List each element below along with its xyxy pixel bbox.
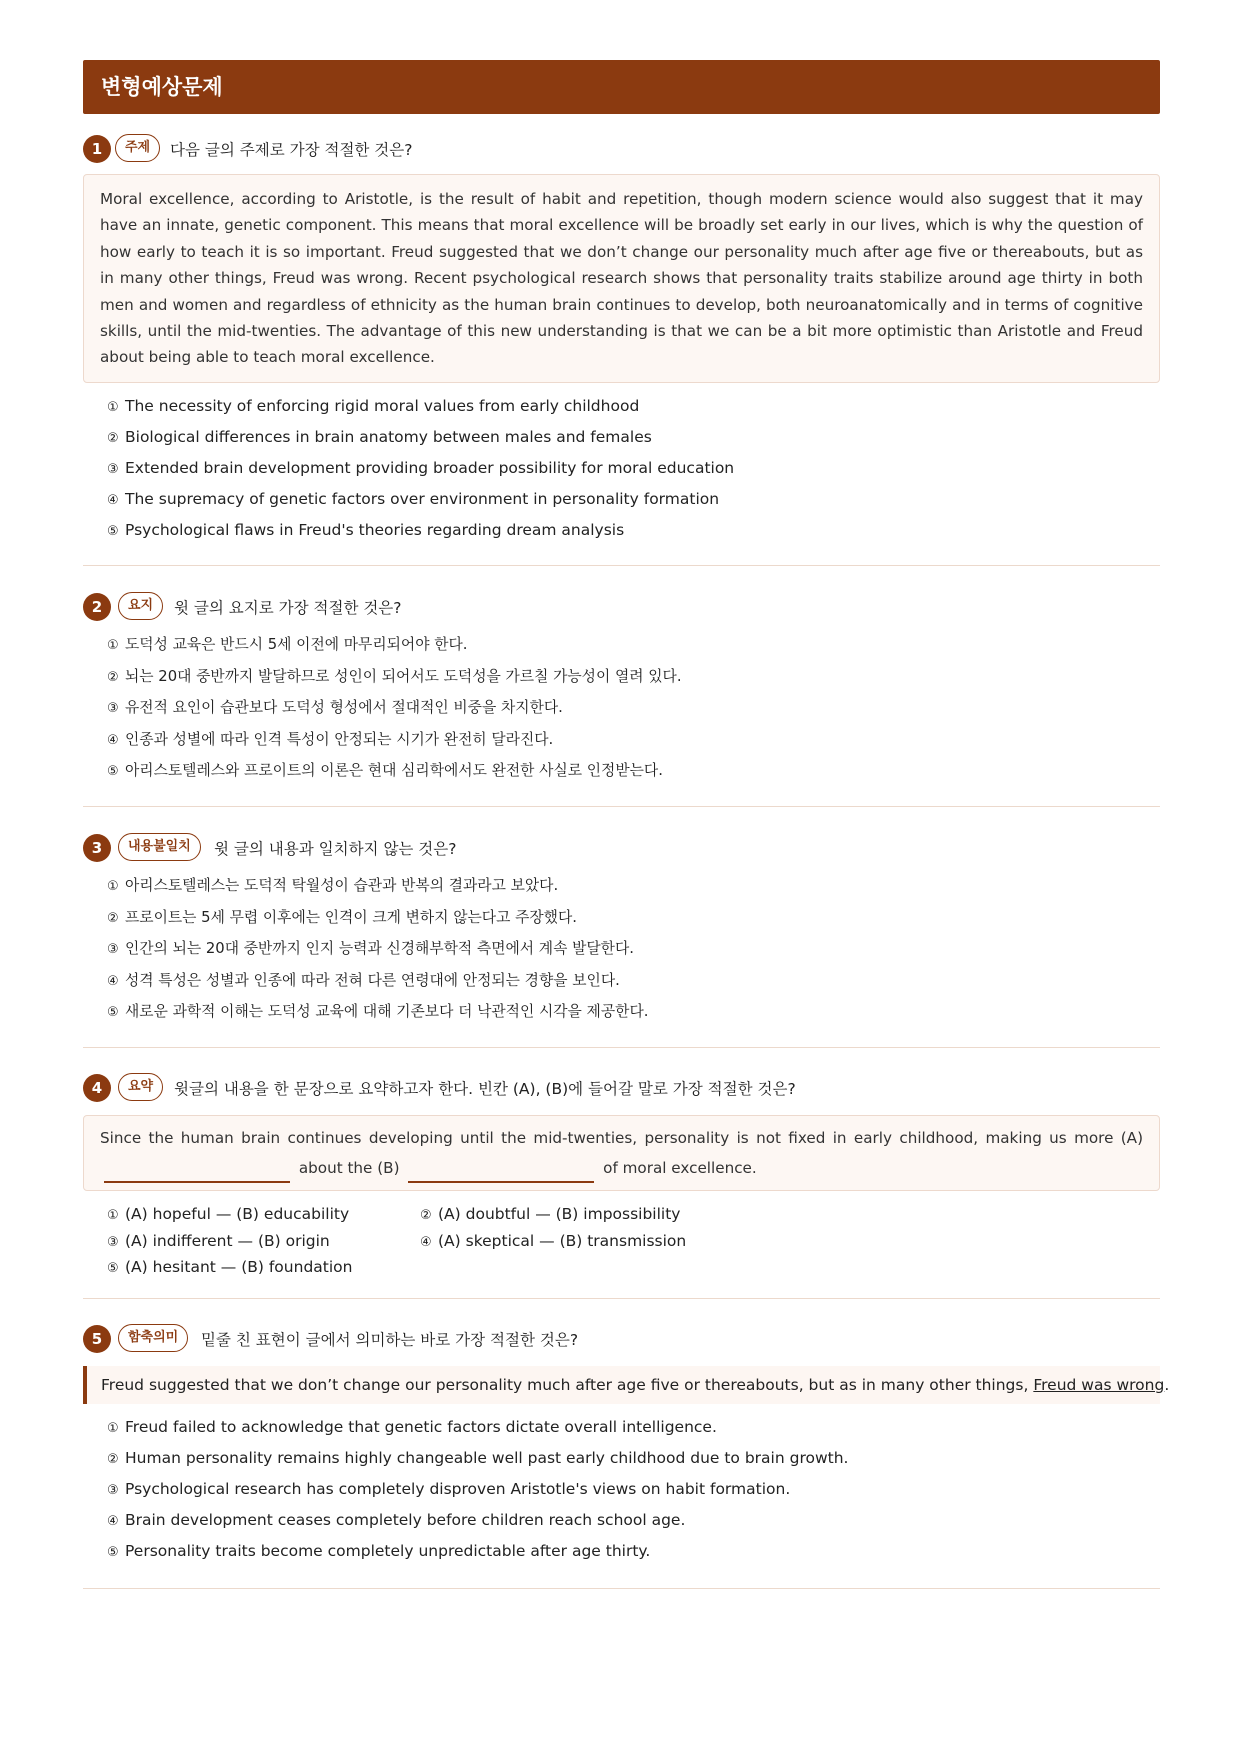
- question-number: 4: [83, 1074, 111, 1102]
- question-type-tag: 요약: [118, 1073, 163, 1101]
- question-5: [83, 1324, 1170, 1567]
- question-prompt: 윗글의 내용을 한 문장으로 요약하고자 한다. 빈칸 (A), (B)에 들어갈 말로 가장 적절한 것은?: [174, 1080, 796, 1098]
- answer-option[interactable]: ② 프로이트는 5세 무렵 이후에는 인격이 크게 변하지 않는다고 주장했다.: [107, 908, 577, 926]
- question-number: 5: [83, 1325, 111, 1353]
- underlined-phrase: Freud was wrong: [1033, 1376, 1165, 1394]
- answer-options: [83, 870, 1160, 1028]
- summary-box: [83, 1115, 1160, 1191]
- answer-options: [83, 391, 1160, 546]
- section-divider: [83, 1298, 1160, 1299]
- answer-options: [83, 1201, 1160, 1281]
- answer-option[interactable]: ① Freud failed to acknowledge that genetic factors dictate overall intelligence.: [107, 1418, 717, 1436]
- question-type-tag: 요지: [118, 592, 163, 620]
- answer-option[interactable]: ① The necessity of enforcing rigid moral values from early childhood: [107, 396, 640, 415]
- answer-option[interactable]: ⑤ 아리스토텔레스와 프로이트의 이론은 현대 심리학에서도 완전한 사실로 인정받는다.: [107, 762, 663, 779]
- answer-option[interactable]: ④ The supremacy of genetic factors over environment in personality formation: [107, 489, 720, 508]
- answer-option[interactable]: ⑤ 새로운 과학적 이해는 도덕성 교육에 대해 기존보다 더 낙관적인 시각을 제공한다.: [107, 1003, 649, 1020]
- answer-option[interactable]: ② Human personality remains highly changeable well past early childhood due to brain growth.: [107, 1449, 849, 1467]
- answer-option[interactable]: ③ 유전적 요인이 습관보다 도덕성 형성에서 절대적인 비중을 차지한다.: [107, 699, 563, 716]
- question-1: [83, 134, 1160, 546]
- summary-text: Since the human brain continues developing until the mid-twenties, personality is not fixed in early childhood, making us more (A): [100, 1129, 1143, 1147]
- question-type-tag: 주제: [115, 134, 160, 162]
- answer-option[interactable]: ② 뇌는 20대 중반까지 발달하므로 성인이 되어서도 도덕성을 가르칠 가능성이 열려 있다.: [107, 667, 682, 685]
- answer-option[interactable]: ③ Psychological research has completely disproven Aristotle's views on habit formation.: [107, 1480, 791, 1498]
- reading-passage: Moral excellence, according to Aristotle, is the result of habit and repetition, though modern science would also suggest that it may have an innate, genetic component. This means that moral excellence will be broadly set early in our lives, which is why the question of how early to teach it is so important. Freud suggested that we don’t change our personality much after age five or thereabouts, but as in many other things, Freud was wrong. Recent psychological research shows that personality traits stabilize around age thirty in both men and women and regardless of ethnicity as the human brain continues to develop, both neuroanatomically and in terms of cognitive skills, until the mid-twenties. The advantage of this new understanding is that we can be a bit more optimistic than Aristotle and Freud about being able to teach moral excellence.: [83, 174, 1160, 383]
- answer-option[interactable]: ① (A) hopeful — (B) educability: [107, 1205, 350, 1223]
- question-number: 2: [83, 593, 111, 621]
- answer-option[interactable]: ① 아리스토텔레스는 도덕적 탁월성이 습관과 반복의 결과라고 보았다.: [107, 877, 559, 894]
- question-type-tag: 내용불일치: [118, 833, 201, 861]
- answer-option[interactable]: ③ Extended brain development providing broader possibility for moral education: [107, 458, 735, 477]
- answer-option[interactable]: ② Biological differences in brain anatomy between males and females: [107, 427, 652, 446]
- question-number: 3: [83, 834, 111, 862]
- answer-option[interactable]: ③ (A) indifferent — (B) origin: [107, 1231, 330, 1250]
- section-divider: [83, 1047, 1160, 1048]
- summary-text: of moral excellence.: [603, 1159, 757, 1177]
- question-header: [83, 592, 1160, 624]
- answer-options: [83, 1412, 1160, 1567]
- question-number: 1: [83, 135, 111, 163]
- question-header: [83, 134, 1160, 166]
- blank-a[interactable]: [104, 1163, 290, 1183]
- answer-option[interactable]: ① 도덕성 교육은 반드시 5세 이전에 마무리되어야 한다.: [107, 636, 468, 653]
- blank-b[interactable]: [408, 1163, 594, 1183]
- question-prompt: 윗 글의 내용과 일치하지 않는 것은?: [214, 840, 457, 858]
- section-divider: [83, 565, 1160, 566]
- worksheet-title: 변형예상문제: [83, 60, 1160, 114]
- answer-options: [83, 629, 1160, 787]
- question-prompt: 윗 글의 요지로 가장 적절한 것은?: [174, 599, 402, 617]
- answer-option[interactable]: ⑤ Psychological flaws in Freud's theories regarding dream analysis: [107, 520, 625, 539]
- answer-option[interactable]: ④ Brain development ceases completely before children reach school age.: [107, 1511, 686, 1529]
- question-prompt: 다음 글의 주제로 가장 적절한 것은?: [170, 141, 413, 159]
- quoted-sentence: Freud suggested that we don’t change our personality much after age five or thereabouts, but as in many other things, Freud was wrong.: [83, 1366, 1160, 1404]
- answer-option[interactable]: ④ 인종과 성별에 따라 인격 특성이 안정되는 시기가 완전히 달라진다.: [107, 730, 554, 748]
- question-type-tag: 함축의미: [118, 1324, 188, 1352]
- question-2: [83, 592, 1160, 787]
- answer-option[interactable]: ⑤ Personality traits become completely unpredictable after age thirty.: [107, 1542, 651, 1560]
- summary-text: about the (B): [298, 1159, 400, 1177]
- question-3: [83, 833, 1160, 1028]
- question-header: [83, 1073, 1160, 1105]
- answer-option[interactable]: ⑤ (A) hesitant — (B) foundation: [107, 1258, 353, 1276]
- question-4: [83, 1073, 1160, 1281]
- answer-option[interactable]: ② (A) doubtful — (B) impossibility: [420, 1205, 681, 1223]
- section-divider: [83, 1588, 1160, 1589]
- answer-option[interactable]: ④ 성격 특성은 성별과 인종에 따라 전혀 다른 연령대에 안정되는 경향을 보인다.: [107, 971, 620, 989]
- question-header: [83, 833, 1160, 865]
- answer-option[interactable]: ③ 인간의 뇌는 20대 중반까지 인지 능력과 신경해부학적 측면에서 계속 발달한다.: [107, 940, 634, 957]
- question-header: [83, 1324, 1160, 1356]
- answer-option[interactable]: ④ (A) skeptical — (B) transmission: [420, 1231, 687, 1250]
- section-divider: [83, 806, 1160, 807]
- question-prompt: 밑줄 친 표현이 글에서 의미하는 바로 가장 적절한 것은?: [201, 1331, 579, 1349]
